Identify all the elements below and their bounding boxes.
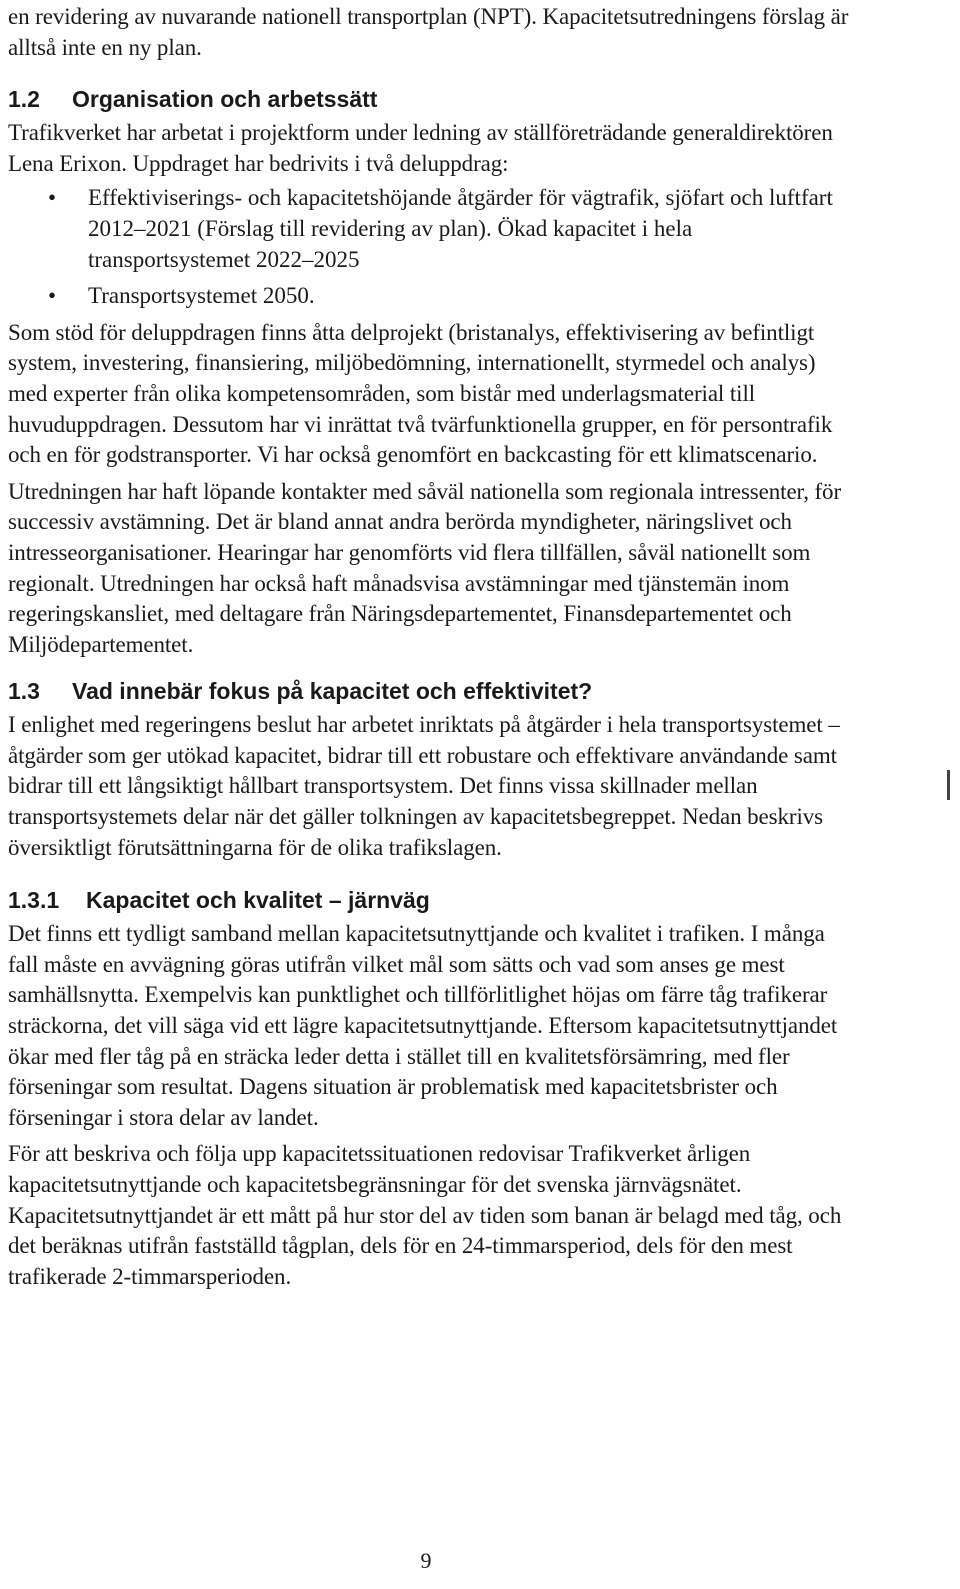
section-heading-1-2: [8, 84, 858, 114]
page-content: [8, 2, 858, 1292]
scan-edge-mark: [947, 770, 950, 800]
subsection-number: 1.3.1: [8, 887, 60, 914]
intro-paragraph: en revidering av nuvarande nationell transportplan (NPT). Kapacitetsutredningens förslag är alltså inte en ny plan.: [8, 4, 849, 60]
section-title: Organisation och arbetssätt: [72, 86, 378, 113]
subsection-title: Kapacitet och kvalitet – järnväg: [86, 887, 430, 914]
page-number: 9: [420, 1548, 432, 1573]
subsection-heading-1-3-1: [8, 885, 858, 915]
paragraph: Som stöd för deluppdragen finns åtta delprojekt (bristanalys, effektivisering av befintligt system, investering, finansiering, miljöbedömning, internationellt, styrmedel och analys) med experter från olika kompetensområden, som bistår med underlagsmaterial till huvuduppdragen. Dessutom har vi inrättat två tvärfunktionella grupper, en för persontrafik och en för godstransporter. Vi har också genomfört en backcasting för ett klimatscenario.: [8, 319, 833, 468]
list-item-text: Effektiviserings- och kapacitetshöjande åtgärder för vägtrafik, sjöfart och luftfart 2012–2021 (Förslag till revidering av plan). Ökad kapacitet i hela transportsystemet 2022–2025: [88, 185, 833, 272]
paragraph: För att beskriva och följa upp kapacitetssituationen redovisar Trafikverket årligen kapacitetsutnyttjande och kapacitetsbegränsningar för det svenska järnvägsnätet. Kapacitetsutnyttjandet är ett mått på hur stor del av tiden som banan är belagd med tåg, och det beräknas utifrån fastställd tågplan, dels för en 24-timmarsperiod, dels för den mest trafikerade 2-timmarsperioden.: [8, 1141, 842, 1289]
paragraph: I enlighet med regeringens beslut har arbetet inriktats på åtgärder i hela transportsystemet – åtgärder som ger utökad kapacitet, bidrar till ett robustare och effektivare användande samt bidrar till ett långsiktigt hållbart transportsystem. Det finns vissa skillnader mellan transportsystemets delar när det gäller tolkningen av kapacitetsbegreppet. Nedan beskrivs översiktligt förutsättningarna för de olika trafikslagen.: [8, 712, 840, 860]
list-item: [8, 281, 858, 312]
paragraph: Trafikverket har arbetat i projektform under ledning av ställföreträdande generaldirektören Lena Erixon. Uppdraget har bedrivits i två deluppdrag:: [8, 120, 833, 176]
list-item-text: Transportsystemet 2050.: [88, 283, 315, 309]
bullet-list: [8, 183, 858, 311]
paragraph: Det finns ett tydligt samband mellan kapacitetsutnyttjande och kvalitet i trafiken. I många fall måste en avvägning göras utifrån vilket mål som sätts och vad som anses ge mest samhällsnytta. Exempelvis kan punktlighet och tillförlitlighet höjas om färre tåg trafikerar sträckorna, det vill säga vid ett lägre kapacitetsutnyttjande. Eftersom kapacitetsutnyttjandet ökar med fler tåg på en sträcka leder detta i stället till en kvalitetsförsämring, med fler förseningar som resultat. Dagens situation är problematisk med kapacitetsbrister och förseningar i stora delar av landet.: [8, 921, 838, 1130]
section-heading-1-3: [8, 676, 858, 706]
bullet-icon: •: [48, 283, 57, 309]
section-title: Vad innebär fokus på kapacitet och effektivitet?: [72, 678, 593, 705]
section-number: 1.3: [8, 678, 40, 705]
bullet-icon: •: [48, 185, 57, 211]
section-number: 1.2: [8, 86, 40, 113]
list-item: [8, 183, 858, 275]
paragraph: Utredningen har haft löpande kontakter med såväl nationella som regionala intressenter, för successiv avstämning. Det är bland annat andra berörda myndigheter, näringslivet och intresseorganisationer. Hearingar har genomförts vid flera tillfällen, såväl nationellt som regionalt. Utredningen har också haft månadsvisa avstämningar med tjänstemän inom regeringskansliet, med deltagare från Näringsdepartementet, Finansdepartementet och Miljödepartementet.: [8, 478, 842, 657]
